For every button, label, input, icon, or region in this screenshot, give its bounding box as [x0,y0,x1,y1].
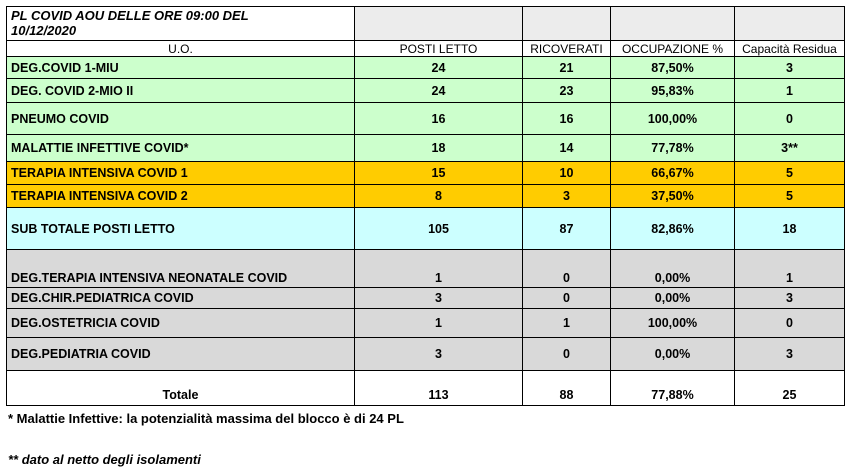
header-row [7,41,845,57]
header-posti-letto: POSTI LETTO [355,41,523,57]
title-empty-cell [355,7,523,41]
header-capacita-residua: Capacità Residua [735,41,845,57]
header-occupazione: OCCUPAZIONE % [611,41,735,57]
table-row [7,288,845,309]
row-uo: DEG. COVID 2-MIO II [7,79,355,103]
table-row [7,162,845,185]
table-row [7,309,845,338]
row-uo: DEG.CHIR.PEDIATRICA COVID [7,288,355,309]
row-occupazione: 87,50% [611,57,735,79]
row-posti-letto: 24 [355,57,523,79]
total-posti-letto: 113 [355,371,523,406]
subtotal-row [7,208,845,250]
row-posti-letto: 1 [355,250,523,288]
title-line-1: PL COVID AOU DELLE ORE 09:00 DEL [11,8,249,23]
row-ricoverati: 14 [523,135,611,162]
row-ricoverati: 21 [523,57,611,79]
header-ricoverati: RICOVERATI [523,41,611,57]
row-posti-letto: 16 [355,103,523,135]
covid-beds-table [6,6,845,406]
row-posti-letto: 105 [355,208,523,250]
row-uo: DEG.TERAPIA INTENSIVA NEONATALE COVID [7,250,355,288]
row-ricoverati: 0 [523,338,611,371]
row-occupazione: 100,00% [611,103,735,135]
row-posti-letto: 8 [355,185,523,208]
row-capacita: 0 [735,309,845,338]
row-ricoverati: 23 [523,79,611,103]
row-capacita: 1 [735,250,845,288]
row-capacita: 3 [735,57,845,79]
row-occupazione: 77,78% [611,135,735,162]
row-occupazione: 82,86% [611,208,735,250]
row-capacita: 0 [735,103,845,135]
row-ricoverati: 0 [523,288,611,309]
row-ricoverati: 0 [523,250,611,288]
row-capacita: 3** [735,135,845,162]
row-capacita: 18 [735,208,845,250]
total-row [7,371,845,406]
row-posti-letto: 1 [355,309,523,338]
title-empty-cell [735,7,845,41]
header-uo: U.O. [7,41,355,57]
row-posti-letto: 3 [355,288,523,309]
table-row [7,135,845,162]
row-posti-letto: 18 [355,135,523,162]
row-uo: SUB TOTALE POSTI LETTO [7,208,355,250]
title-empty-cell [611,7,735,41]
row-occupazione: 37,50% [611,185,735,208]
row-capacita: 5 [735,185,845,208]
row-capacita: 3 [735,338,845,371]
row-occupazione: 0,00% [611,338,735,371]
footnote-malattie-infettive: * Malattie Infettive: la potenzialità massima del blocco è di 24 PL [8,411,404,426]
row-occupazione: 0,00% [611,288,735,309]
row-occupazione: 66,67% [611,162,735,185]
total-label: Totale [7,371,355,406]
row-occupazione: 100,00% [611,309,735,338]
row-ricoverati: 3 [523,185,611,208]
row-posti-letto: 24 [355,79,523,103]
row-uo: TERAPIA INTENSIVA COVID 1 [7,162,355,185]
row-ricoverati: 87 [523,208,611,250]
table-row [7,57,845,79]
footnote-isolamenti: ** dato al netto degli isolamenti [8,452,201,467]
title-line-2: 10/12/2020 [11,23,77,38]
row-capacita: 1 [735,79,845,103]
row-uo: DEG.COVID 1-MIU [7,57,355,79]
row-posti-letto: 15 [355,162,523,185]
table-row [7,79,845,103]
row-uo: TERAPIA INTENSIVA COVID 2 [7,185,355,208]
table-title [7,7,355,41]
row-occupazione: 0,00% [611,250,735,288]
row-capacita: 5 [735,162,845,185]
row-uo: DEG.OSTETRICIA COVID [7,309,355,338]
table-row [7,250,845,288]
row-ricoverati: 1 [523,309,611,338]
table-row [7,103,845,135]
title-empty-cell [523,7,611,41]
row-uo: MALATTIE INFETTIVE COVID* [7,135,355,162]
row-uo: PNEUMO COVID [7,103,355,135]
total-occupazione: 77,88% [611,371,735,406]
table-row [7,185,845,208]
row-occupazione: 95,83% [611,79,735,103]
total-capacita: 25 [735,371,845,406]
row-uo: DEG.PEDIATRIA COVID [7,338,355,371]
row-ricoverati: 16 [523,103,611,135]
title-row [7,7,845,41]
row-posti-letto: 3 [355,338,523,371]
total-ricoverati: 88 [523,371,611,406]
row-ricoverati: 10 [523,162,611,185]
table-row [7,338,845,371]
row-capacita: 3 [735,288,845,309]
